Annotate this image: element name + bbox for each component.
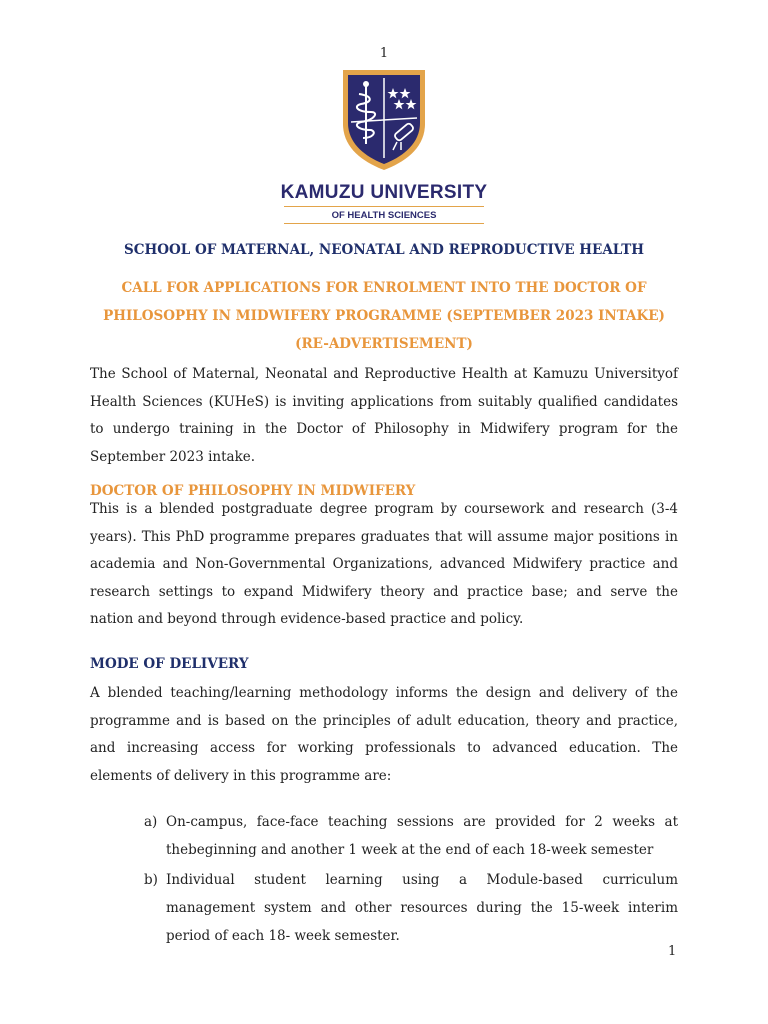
shield-crest-icon (339, 66, 429, 172)
list-marker: b) (144, 872, 158, 888)
phd-paragraph: This is a blended postgraduate degree program by coursework and research (3-4 years). This PhD programme prepares graduates that will assume major positions in academia and Non-Governmental Organizations, advanced Midwifery practice and research settings to expand Midwifery theory and practice base; and serve the nation and beyond through evidence-based practice and policy. (90, 501, 678, 627)
delivery-heading: MODE OF DELIVERY (90, 656, 249, 672)
list-item-text: On-campus, face-face teaching sessions are provided for 2 weeks at thebeginning and another 1 week at the end of each 18-week semester (166, 814, 678, 858)
list-item (144, 808, 678, 864)
logo-divider (284, 206, 484, 207)
delivery-paragraph: A blended teaching/learning methodology informs the design and delivery of the programme and is based on the principles of adult education, theory and practice, and increasing access for working professionals to advanced education. The elements of delivery in this programme are: (90, 685, 678, 784)
list-marker: a) (144, 814, 158, 830)
page-number-top: 1 (379, 46, 389, 61)
university-logo (0, 66, 768, 224)
list-item-text: Individual student learning using a Module-based curriculum management system and other resources during the 15-week interim period of each 18- week semester. (166, 872, 678, 944)
university-subtitle: OF HEALTH SCIENCES (331, 210, 437, 221)
intro-paragraph: The School of Maternal, Neonatal and Reproductive Health at Kamuzu Universityof Health Sciences (KUHeS) is inviting applications from suitably qualified candidates to undergo training in the Doctor of Philosophy in Midwifery program for the September 2023 intake. (90, 366, 678, 465)
university-name: KAMUZU UNIVERSITY (280, 182, 488, 203)
page-number-bottom: 1 (668, 944, 677, 959)
list-item (144, 866, 678, 950)
call-title: CALL FOR APPLICATIONS FOR ENROLMENT INTO THE DOCTOR OF PHILOSOPHY IN MIDWIFERY PROGRAMME (SEPTEMBER 2023 INTAKE) (RE-ADVERTISEMENT) (103, 280, 665, 352)
logo-divider (284, 223, 484, 224)
school-title: SCHOOL OF MATERNAL, NEONATAL AND REPRODUCTIVE HEALTH (123, 242, 644, 258)
phd-heading: DOCTOR OF PHILOSOPHY IN MIDWIFERY (90, 483, 416, 499)
